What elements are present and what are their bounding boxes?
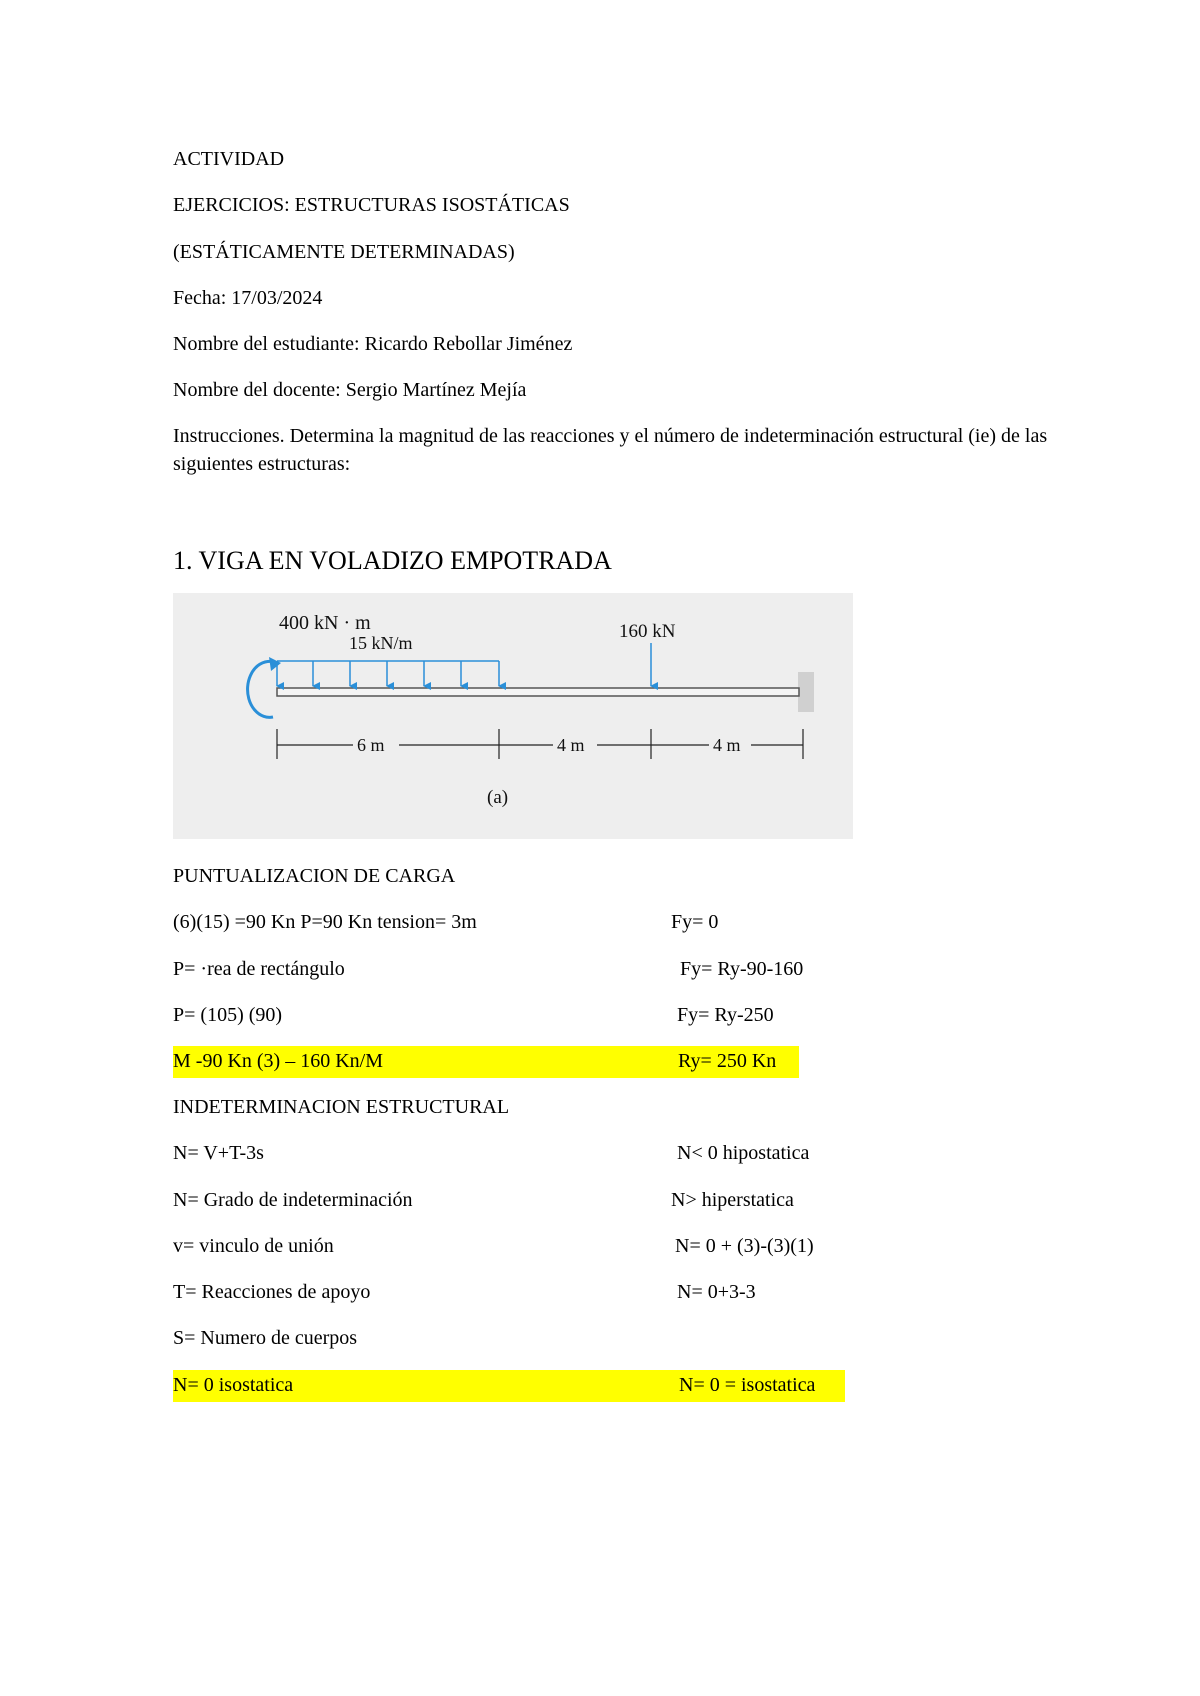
instructions: Instrucciones. Determina la magnitud de las reacciones y el número de indeterminación estructural (ie) de las siguientes estructuras:: [173, 425, 1048, 475]
indet-row-4-left: T= Reacciones de apoyo: [173, 1281, 371, 1303]
indet-row-6-right: N= 0 = isostatica: [679, 1374, 816, 1396]
load-row-1-left: (6)(15) =90 Kn P=90 Kn tension= 3m: [173, 911, 477, 933]
figure-caption: (a): [487, 787, 509, 808]
indet-section-title: INDETERMINACION ESTRUCTURAL: [173, 1096, 510, 1118]
date-line: Fecha: 17/03/2024: [173, 287, 323, 309]
activity-label: ACTIVIDAD: [173, 148, 285, 170]
indet-row-3-left: v= vinculo de unión: [173, 1235, 334, 1257]
exercises-subtitle: (ESTÁTICAMENTE DETERMINADAS): [173, 241, 515, 263]
section-title: 1. VIGA EN VOLADIZO EMPOTRADA: [173, 546, 612, 575]
load-row-4-right: Ry= 250 Kn: [678, 1050, 777, 1072]
exercises-title: EJERCICIOS: ESTRUCTURAS ISOSTÁTICAS: [173, 194, 570, 216]
beam: [277, 688, 799, 696]
dimension-6m: 6 m: [357, 735, 385, 755]
moment-label: 400 kN · m: [279, 612, 371, 634]
beam-figure: [173, 593, 853, 839]
indet-row-6-left: N= 0 isostatica: [173, 1374, 294, 1396]
distributed-load-arrows: [277, 661, 499, 686]
beam-diagram: [173, 593, 853, 839]
student-name: Nombre del estudiante: Ricardo Rebollar Jiménez: [173, 333, 573, 355]
indet-row-5-left: S= Numero de cuerpos: [173, 1327, 358, 1349]
indet-row-3-right: N= 0 + (3)-(3)(1): [675, 1235, 814, 1257]
moment-arrowhead: [269, 657, 281, 671]
indet-row-1-right: N< 0 hipostatica: [677, 1142, 810, 1164]
load-row-1-right: Fy= 0: [671, 911, 719, 933]
point-load-label: 160 kN: [619, 621, 676, 642]
teacher-name: Nombre del docente: Sergio Martínez Mejía: [173, 379, 527, 401]
load-row-4-left: M -90 Kn (3) – 160 Kn/M: [173, 1050, 383, 1072]
load-row-3-right: Fy= Ry-250: [677, 1004, 774, 1026]
wall-support: [798, 672, 814, 712]
moment-arc: [248, 661, 277, 717]
load-row-2-left: P= ·rea de rectángulo: [173, 958, 345, 980]
load-section-title: PUNTUALIZACION DE CARGA: [173, 865, 456, 887]
load-row-3-left: P= (105) (90): [173, 1004, 283, 1026]
indet-row-4-right: N= 0+3-3: [677, 1281, 756, 1303]
indet-row-2-left: N= Grado de indeterminación: [173, 1189, 413, 1211]
distributed-load-label: 15 kN/m: [349, 633, 413, 653]
dimension-4m-first: 4 m: [557, 735, 585, 755]
indet-row-1-left: N= V+T-3s: [173, 1142, 264, 1164]
dimension-4m-second: 4 m: [713, 735, 741, 755]
load-row-2-right: Fy= Ry-90-160: [680, 958, 804, 980]
indet-row-2-right: N> hiperstatica: [671, 1189, 794, 1211]
